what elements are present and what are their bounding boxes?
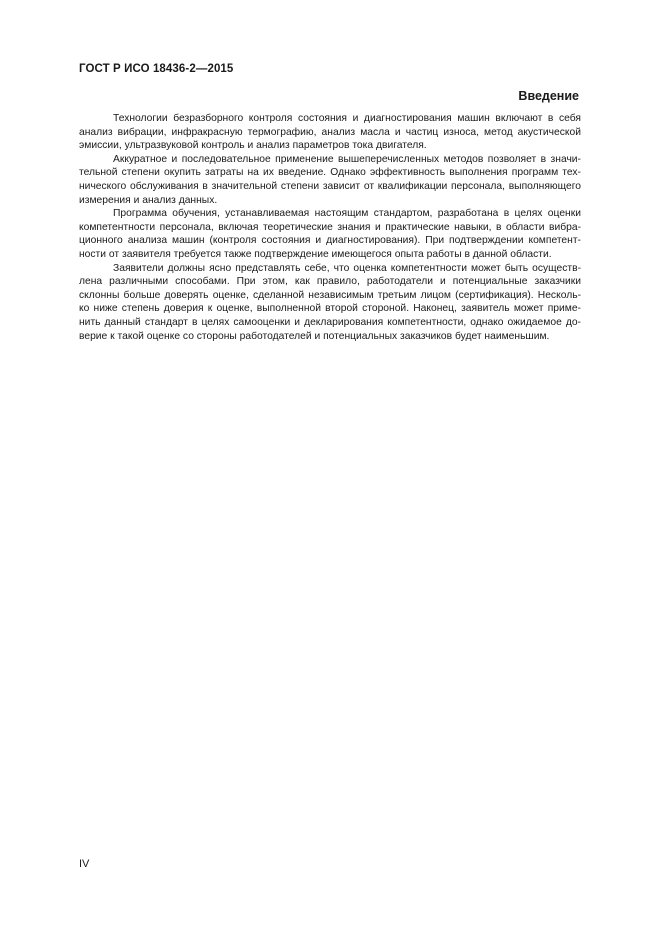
paragraph-line: нического обслуживания в значительной степени зависит от квалификации персонала, выполняющего xyxy=(79,180,581,192)
paragraph-line: Программа обучения, устанавливаемая настоящим стандартом, разработана в целях оценки xyxy=(113,208,581,220)
paragraph-line: тельной степени окупить затраты на их введение. Однако эффективность выполнения программ тех- xyxy=(79,167,581,179)
section-title: Введение xyxy=(518,89,579,103)
paragraph-2 xyxy=(79,153,581,207)
paragraph-3 xyxy=(79,207,581,261)
paragraph-line: нить данный стандарт в целях самооценки и декларирования компетентности, однако ожидаемое до- xyxy=(79,316,581,328)
paragraph-line: ко ниже степень доверия к оценке, выполненной второй стороной. Наконец, заявитель может приме- xyxy=(79,303,581,315)
paragraph-line: ционного анализа машин (контроля состояния и диагностирования). При подтверждении компетент- xyxy=(79,235,581,247)
paragraph-line: лена различными способами. При этом, как правило, работодатели и потенциальные заказчики xyxy=(79,276,581,288)
paragraph-line: склонны больше доверять оценке, сделанной независимым третьим лицом (сертификация). Несколь- xyxy=(79,289,581,301)
paragraph-line: Аккуратное и последовательное применение вышеперечисленных методов позволяет в значи- xyxy=(113,153,581,165)
paragraph-line: верие к такой оценке со стороны работодателей и потенциальных заказчиков будет наименьшим. xyxy=(79,330,550,342)
paragraph-line: ности от заявителя требуется также подтверждение имеющегося опыта работы в данной области. xyxy=(79,248,552,260)
paragraph-line: измерения и анализ данных. xyxy=(79,194,218,206)
paragraph-line: анализ вибрации, инфракрасную термографию, анализ масла и частиц износа, метод акустической xyxy=(79,126,581,138)
document-header-standard-code: ГОСТ Р ИСО 18436-2—2015 xyxy=(79,63,234,75)
paragraph-line: эмиссии, ультразвуковой контроль и анализ параметров тока двигателя. xyxy=(79,140,427,152)
paragraph-1 xyxy=(79,112,581,153)
paragraph-line: компетентности персонала, включая теоретические знания и практические навыки, в области вибра- xyxy=(79,221,581,233)
paragraph-4 xyxy=(79,262,581,344)
introduction-body xyxy=(79,112,581,343)
paragraph-line: Технологии безразборного контроля состояния и диагностирования машин включают в себя xyxy=(113,113,581,124)
page-number: IV xyxy=(79,858,90,870)
paragraph-line: Заявители должны ясно представлять себе, что оценка компетентности может быть осуществ- xyxy=(113,262,581,274)
